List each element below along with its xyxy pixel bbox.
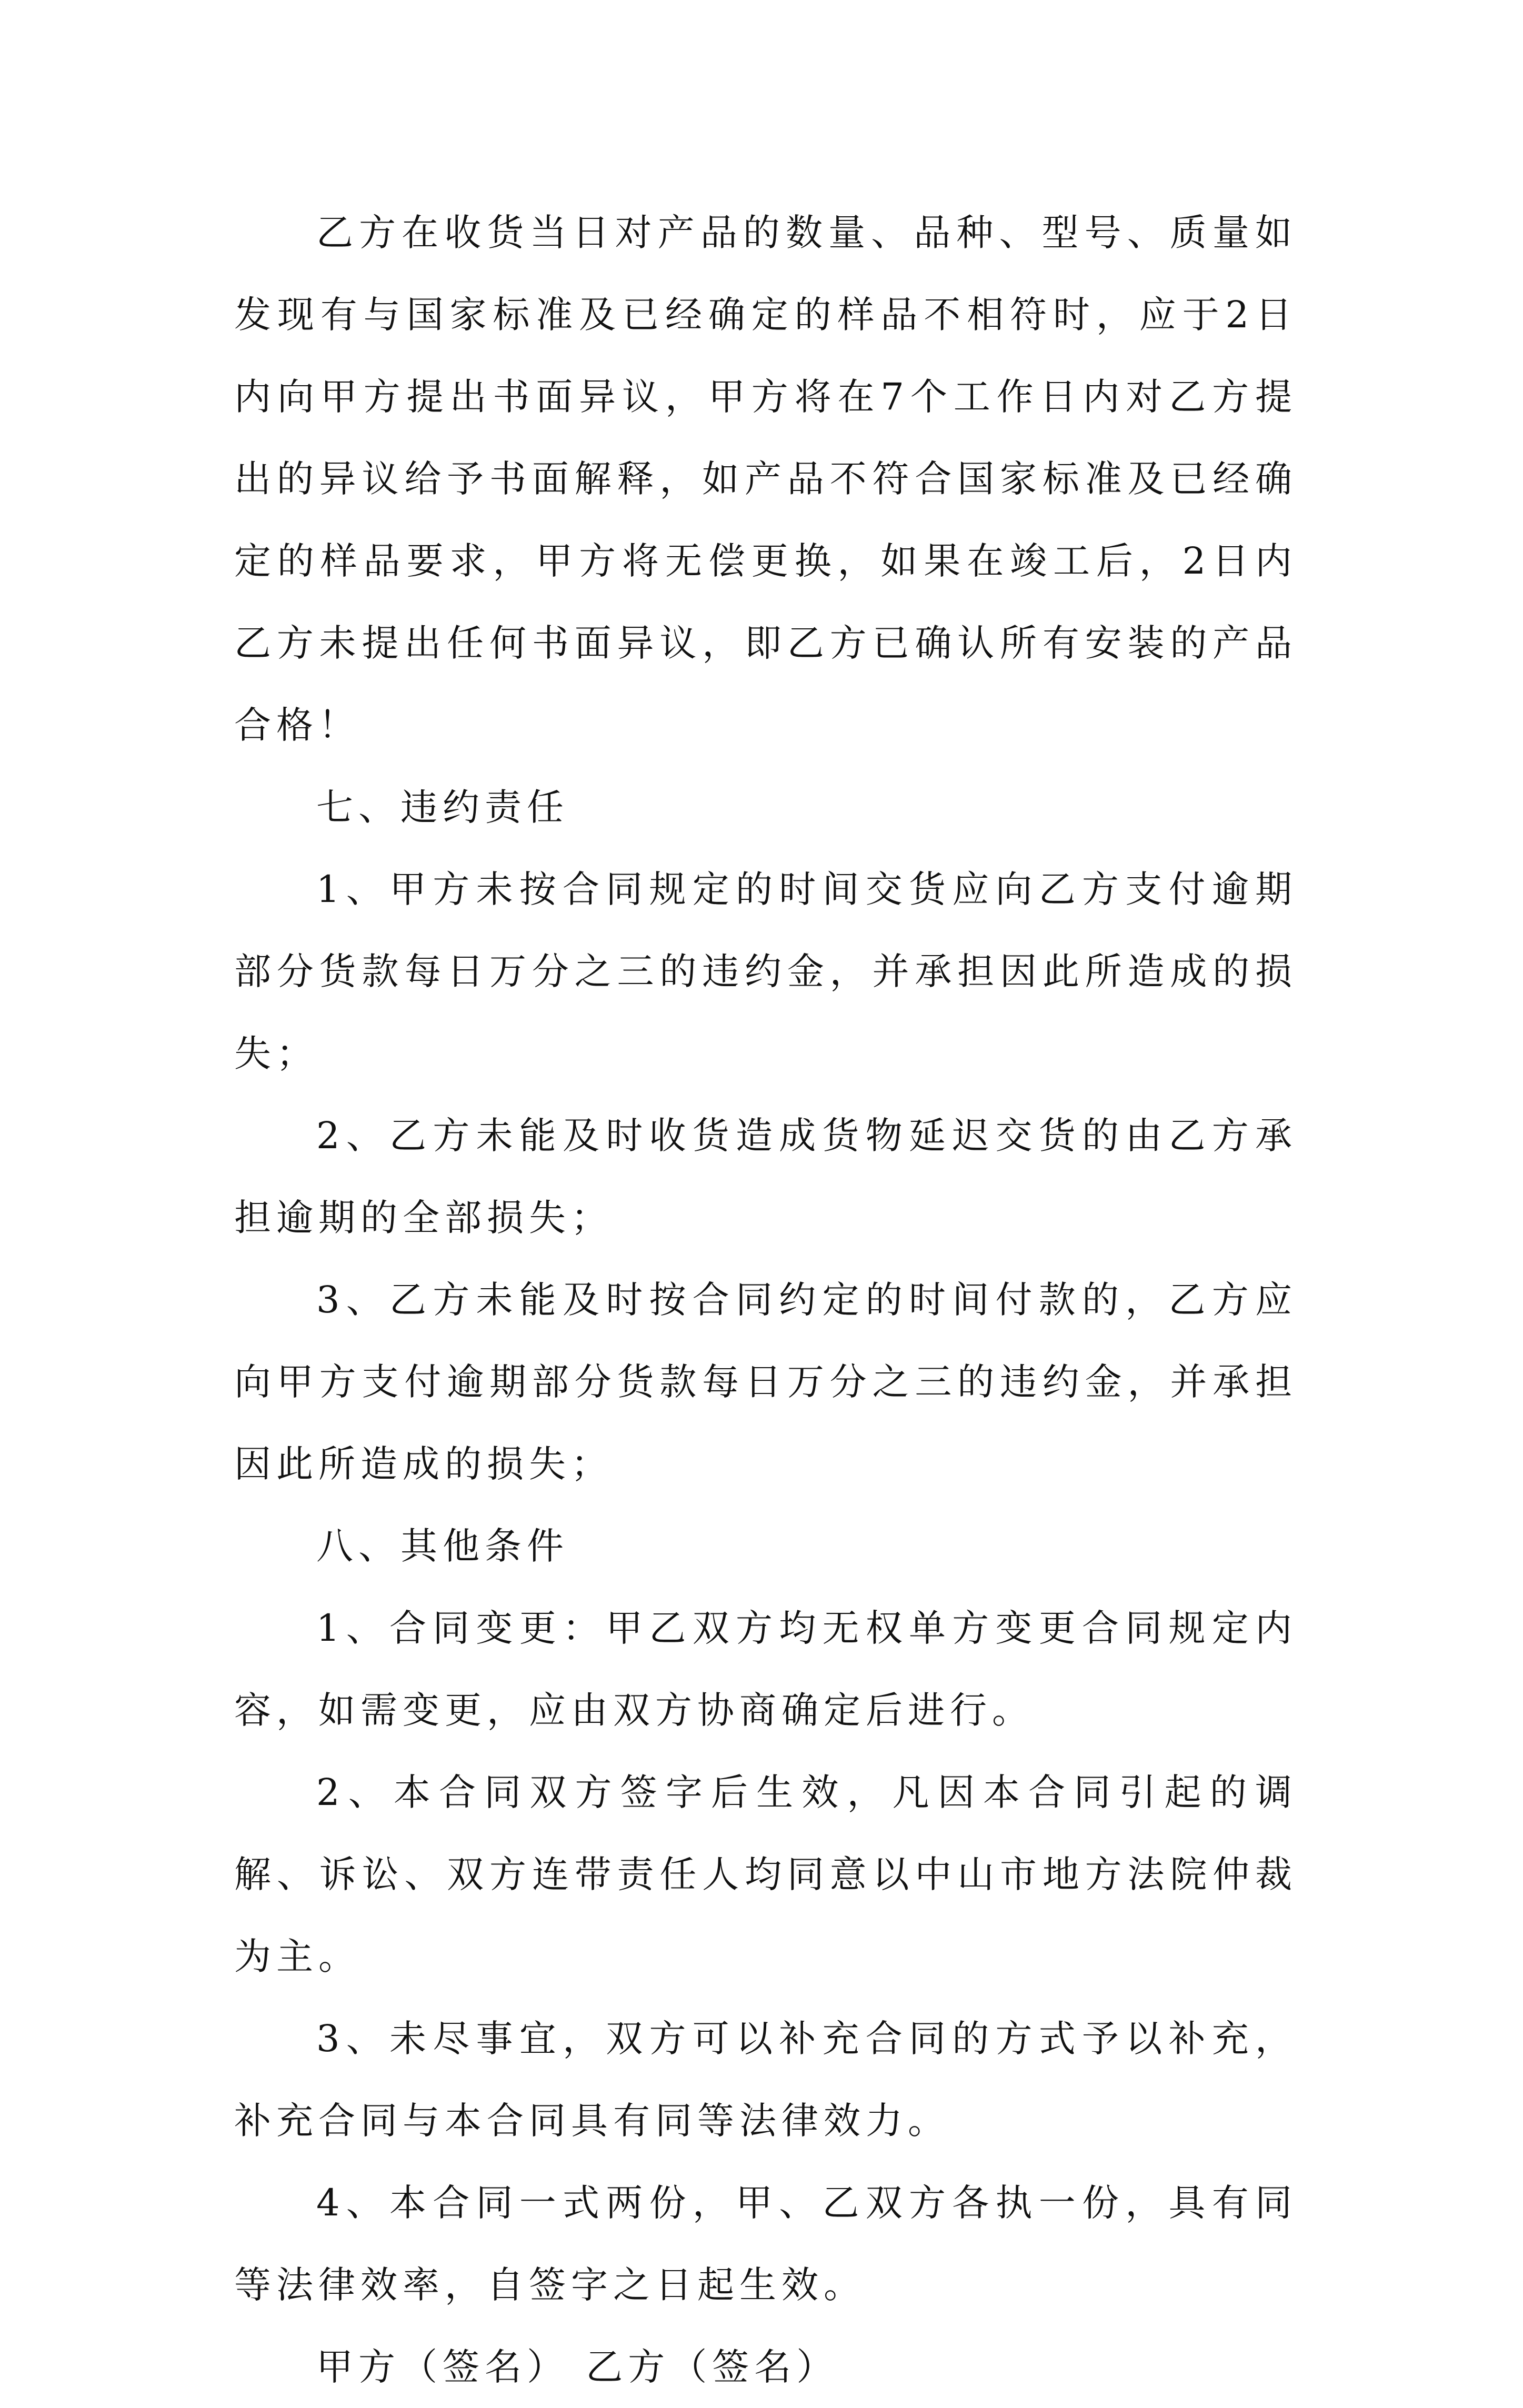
paragraph-late-receipt-loss: 2、乙方未能及时收货造成货物延迟交货的由乙方承担逾期的全部损失； [234,1114,1297,1239]
paragraph-contract-change: 1、合同变更：甲乙双方均无权单方变更合同规定内容，如需变更，应由双方协商确定后进行。 [234,1607,1297,1732]
paragraph-supplementary-contract: 3、未尽事宜，双方可以补充合同的方式予以补充，补充合同与本合同具有同等法律效力。 [234,2017,1297,2142]
paragraph-effectiveness-arbitration: 2、本合同双方签字后生效，凡因本合同引起的调解、诉讼、双方连带责任人均同意以中山市地方法院仲裁为主。 [234,1771,1297,1978]
paragraph-inspection-objection: 乙方在收货当日对产品的数量、品种、型号、质量如发现有与国家标准及已经确定的样品不相符时，应于2日内向甲方提出书面异议，甲方将在7个工作日内对乙方提出的异议给予书面解释，如产品不符合国家标准及已经确定的样品要求，甲方将无偿更换，如果在竣工后，2日内乙方未提出任何书面异议，即乙方已确认所有安装的产品合格！ [234,211,1297,747]
paragraph-late-payment-penalty: 3、乙方未能及时按合同约定的时间付款的，乙方应向甲方支付逾期部分货款每日万分之三的违约金，并承担因此所造成的损失； [234,1278,1297,1486]
section-heading-other-conditions: 八、其他条件 [316,1524,569,1568]
paragraph-copies-validity: 4、本合同一式两份，甲、乙双方各执一份，具有同等法律效率，自签字之日起生效。 [234,2181,1297,2306]
section-heading-breach-liability: 七、违约责任 [316,786,569,829]
document-body [234,192,1297,2408]
paragraph-late-delivery-penalty: 1、甲方未按合同规定的时间交货应向乙方支付逾期部分货款每日万分之三的违约金，并承担因此所造成的损失； [234,868,1297,1075]
signature-line: 甲方（签名） 乙方（签名） [316,2345,839,2389]
